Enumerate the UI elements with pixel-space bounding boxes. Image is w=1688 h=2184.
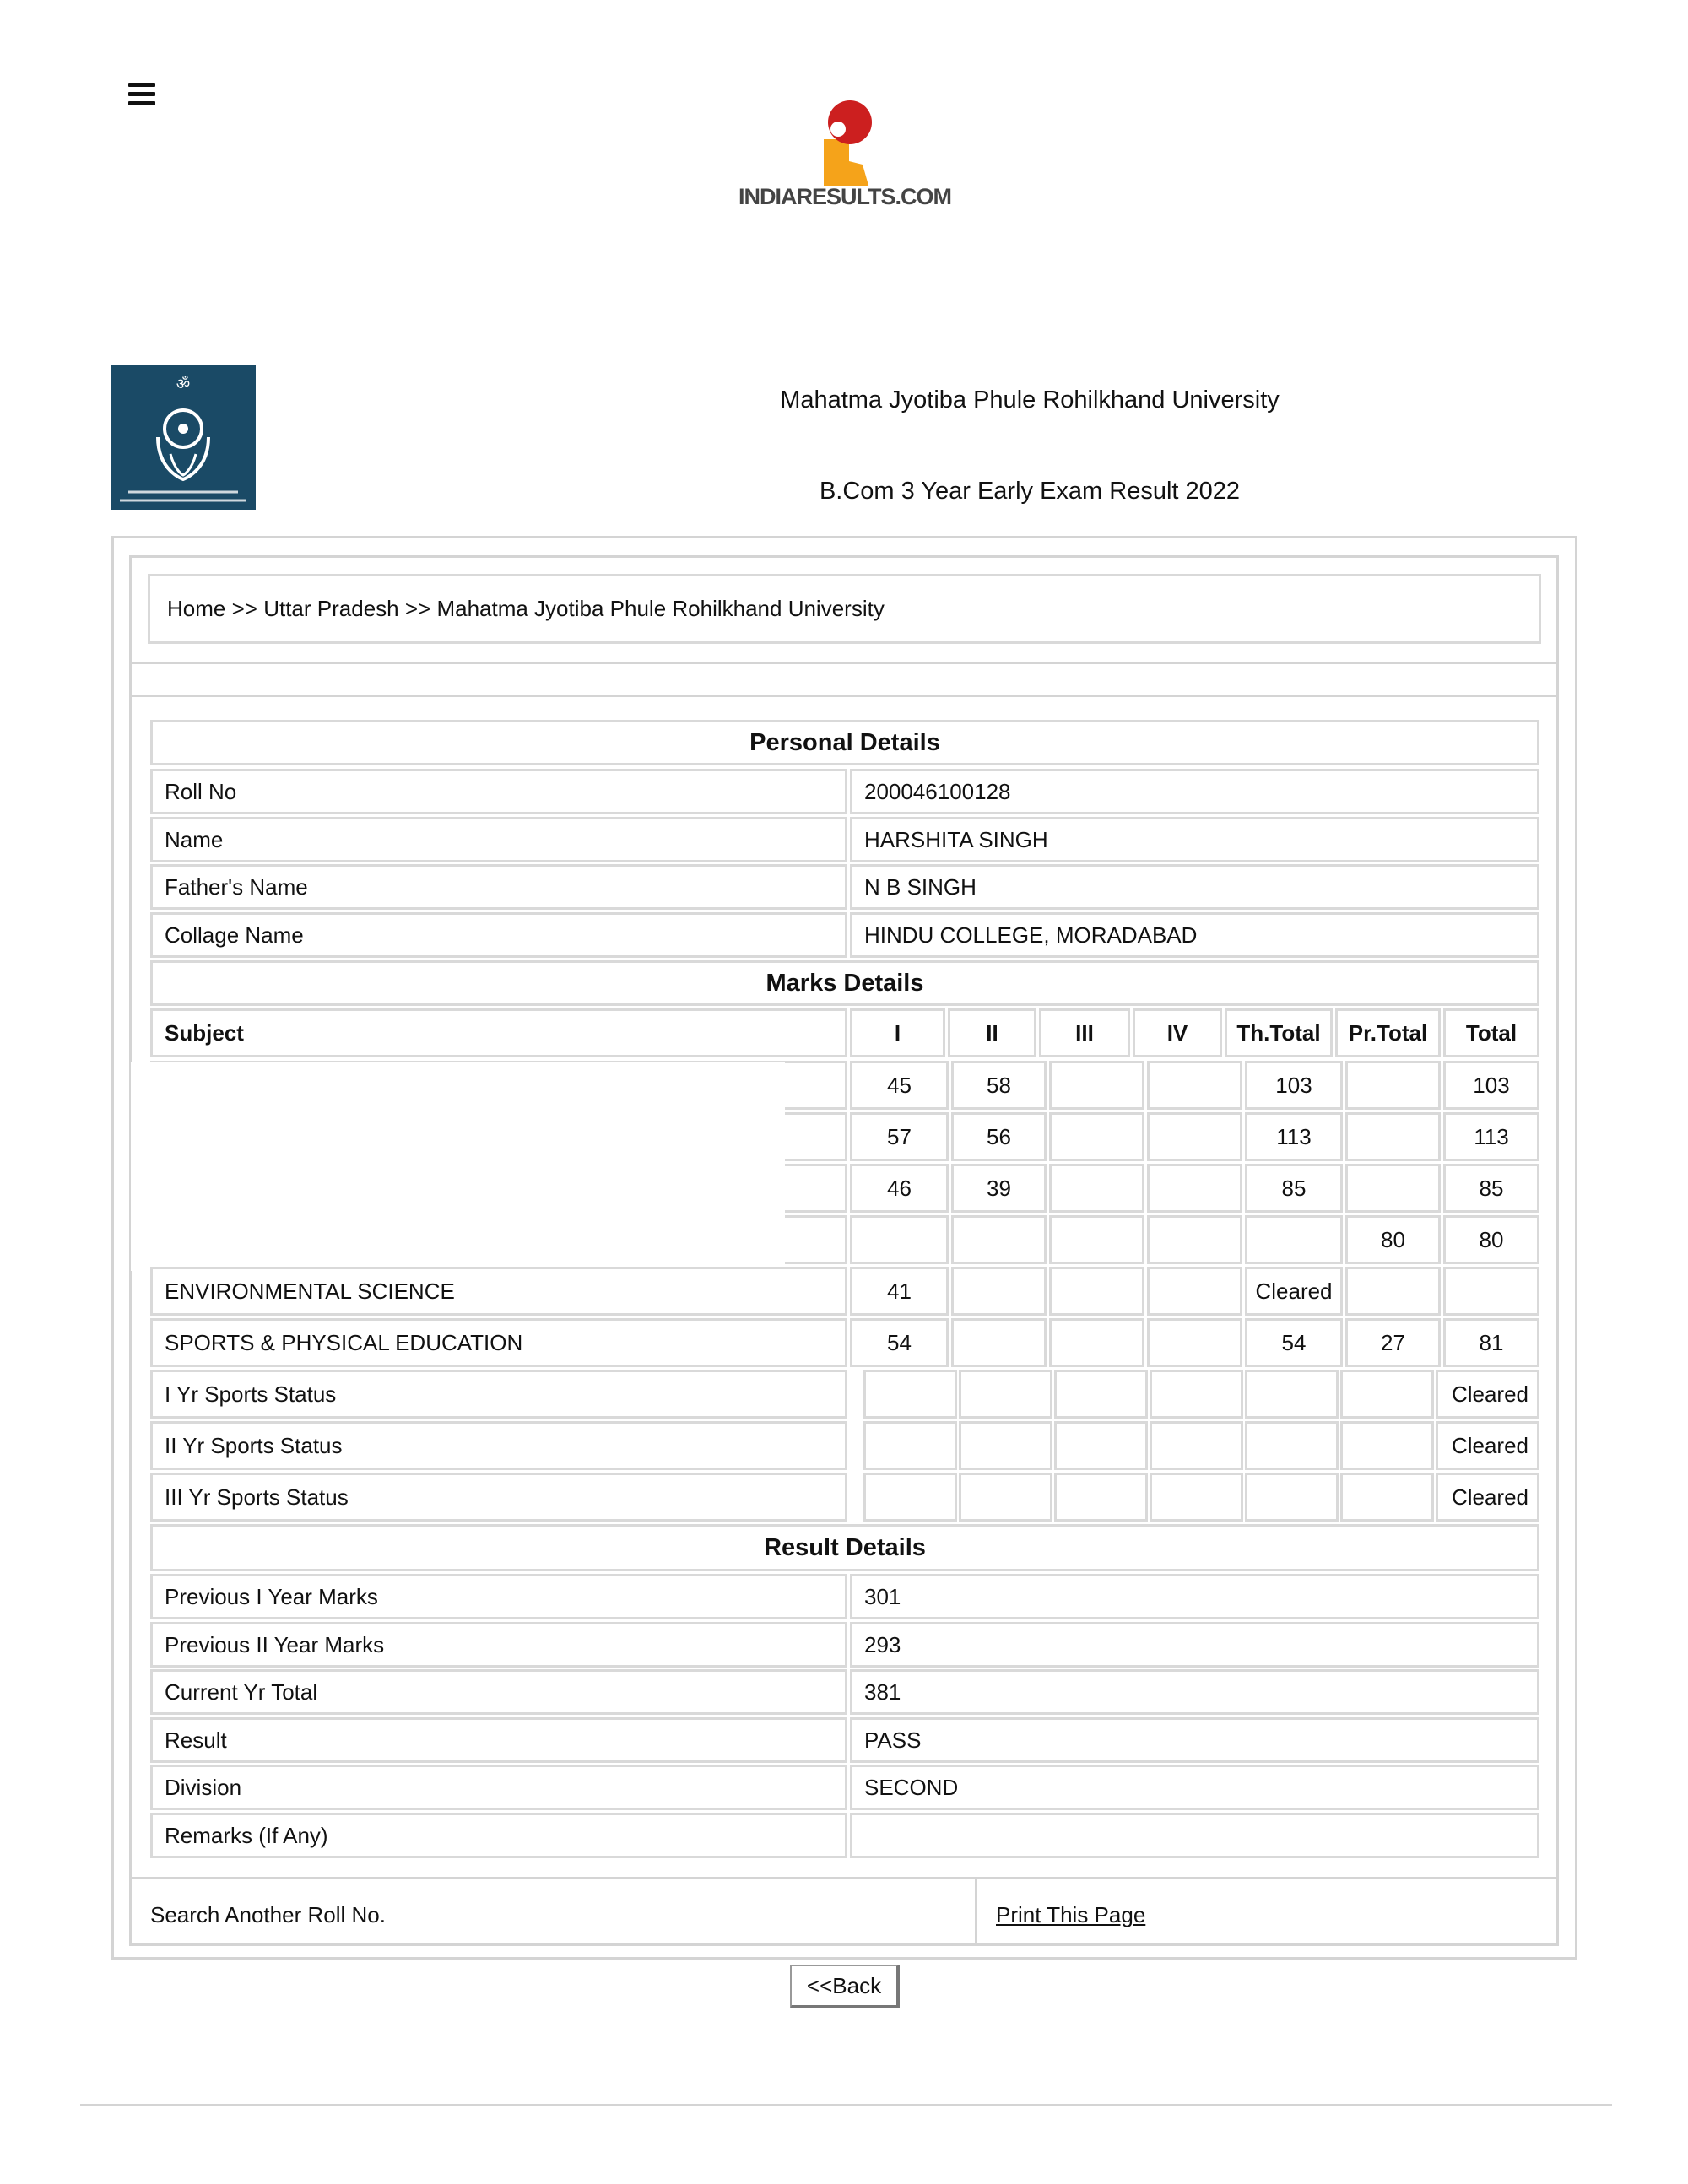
sports-status-value: Cleared	[1436, 1421, 1539, 1470]
divider	[129, 695, 1559, 697]
indiaresults-logo-mark	[731, 97, 959, 186]
subject-column-header: Subject	[150, 1008, 847, 1057]
paper-4-marks	[1147, 1061, 1242, 1110]
paper-3-marks	[1054, 1421, 1148, 1470]
paper-4-marks	[1147, 1215, 1242, 1264]
paper-1-marks: 46	[850, 1164, 949, 1213]
total-marks: 85	[1443, 1164, 1539, 1213]
practical-total: 27	[1345, 1318, 1441, 1367]
paper-1-column-header: I	[850, 1008, 945, 1057]
practical-total	[1345, 1061, 1441, 1110]
theory-total: Cleared	[1245, 1267, 1343, 1316]
total-marks: 81	[1443, 1318, 1539, 1367]
current-year-total-row	[150, 1669, 1539, 1715]
back-button[interactable]: <<Back	[790, 1965, 900, 2008]
division-label: Division	[150, 1765, 847, 1810]
division-row	[150, 1765, 1539, 1810]
paper-2-marks	[951, 1215, 1047, 1264]
previous-2-year-value: 293	[850, 1622, 1539, 1668]
theory-total: 85	[1245, 1164, 1343, 1213]
paper-2-marks: 56	[951, 1112, 1047, 1161]
remarks-value	[850, 1813, 1539, 1858]
roll-no-label: Roll No	[150, 769, 847, 814]
previous-1-year-label: Previous I Year Marks	[150, 1574, 847, 1619]
paper-1-marks: 41	[850, 1267, 949, 1316]
print-cell	[975, 1877, 1559, 1946]
subject-name: I Yr Sports Status	[150, 1370, 847, 1419]
breadcrumb-state-link[interactable]: Uttar Pradesh	[263, 596, 399, 621]
roll-no-value: 200046100128	[850, 769, 1539, 814]
paper-3-marks	[1049, 1112, 1144, 1161]
breadcrumb	[148, 574, 1541, 644]
father-name-value: N B SINGH	[850, 864, 1539, 910]
paper-3-marks	[1054, 1370, 1148, 1419]
father-name-row	[150, 864, 1539, 910]
paper-2-marks	[959, 1421, 1052, 1470]
footer-divider	[80, 2104, 1612, 2106]
paper-4-marks	[1150, 1473, 1243, 1522]
university-logo	[111, 365, 256, 510]
marks-row	[150, 1267, 1539, 1316]
paper-2-marks	[951, 1318, 1047, 1367]
total-marks	[1443, 1267, 1539, 1316]
hidden-subjects-overlay	[131, 1062, 785, 1271]
subject-name: III Yr Sports Status	[150, 1473, 847, 1522]
paper-4-marks	[1147, 1164, 1242, 1213]
paper-4-marks	[1147, 1318, 1242, 1367]
result-label: Result	[150, 1717, 847, 1763]
division-value: SECOND	[850, 1765, 1539, 1810]
previous-2-year-row	[150, 1622, 1539, 1668]
theory-total: 54	[1245, 1318, 1343, 1367]
practical-total	[1340, 1370, 1434, 1419]
subject-name: SPORTS & PHYSICAL EDUCATION	[150, 1318, 847, 1367]
svg-text:ॐ: ॐ	[176, 376, 191, 393]
indiaresults-logo-text: INDIARESULTS.COM	[738, 184, 951, 209]
breadcrumb-home-link[interactable]: Home	[167, 596, 226, 621]
theory-total	[1245, 1473, 1339, 1522]
father-name-label: Father's Name	[150, 864, 847, 910]
paper-3-marks	[1049, 1267, 1144, 1316]
paper-4-column-header: IV	[1133, 1008, 1222, 1057]
total-column-header: Total	[1443, 1008, 1539, 1057]
sports-status-row	[150, 1473, 1539, 1522]
paper-2-marks: 39	[951, 1164, 1047, 1213]
paper-2-column-header: II	[948, 1008, 1036, 1057]
current-year-total-value: 381	[850, 1669, 1539, 1715]
remarks-label: Remarks (If Any)	[150, 1813, 847, 1858]
breadcrumb-university-link[interactable]: Mahatma Jyotiba Phule Rohilkhand University	[436, 596, 885, 621]
paper-2-marks	[951, 1267, 1047, 1316]
previous-2-year-label: Previous II Year Marks	[150, 1622, 847, 1668]
total-marks: 80	[1443, 1215, 1539, 1264]
practical-total: 80	[1345, 1215, 1441, 1264]
paper-2-marks: 58	[951, 1061, 1047, 1110]
paper-3-marks	[1049, 1318, 1144, 1367]
college-name-value: HINDU COLLEGE, MORADABAD	[850, 912, 1539, 958]
breadcrumb-separator: >>	[404, 596, 431, 621]
paper-1-marks	[863, 1370, 957, 1419]
result-value: PASS	[850, 1717, 1539, 1763]
practical-total	[1345, 1164, 1441, 1213]
theory-total	[1245, 1215, 1343, 1264]
name-label: Name	[150, 817, 847, 862]
hamburger-menu-icon[interactable]	[128, 83, 155, 106]
paper-1-marks: 54	[850, 1318, 949, 1367]
theory-total: 103	[1245, 1061, 1343, 1110]
result-details-heading: Result Details	[150, 1524, 1539, 1571]
theory-total-column-header: Th.Total	[1225, 1008, 1333, 1057]
breadcrumb-separator: >>	[231, 596, 257, 621]
practical-total	[1340, 1421, 1434, 1470]
practical-total	[1340, 1473, 1434, 1522]
sports-status-row	[150, 1421, 1539, 1470]
paper-3-marks	[1054, 1473, 1148, 1522]
sports-status-value: Cleared	[1436, 1370, 1539, 1419]
subject-name: II Yr Sports Status	[150, 1421, 847, 1470]
personal-details-heading: Personal Details	[150, 720, 1539, 765]
previous-1-year-value: 301	[850, 1574, 1539, 1619]
paper-1-marks: 45	[850, 1061, 949, 1110]
result-row	[150, 1717, 1539, 1763]
practical-total	[1345, 1112, 1441, 1161]
practical-total	[1345, 1267, 1441, 1316]
paper-4-marks	[1147, 1112, 1242, 1161]
paper-3-marks	[1049, 1215, 1144, 1264]
college-name-row	[150, 912, 1539, 958]
marks-row	[150, 1318, 1539, 1367]
indiaresults-logo[interactable]	[731, 97, 959, 215]
theory-total	[1245, 1421, 1339, 1470]
practical-total-column-header: Pr.Total	[1335, 1008, 1441, 1057]
theory-total	[1245, 1370, 1339, 1419]
paper-3-marks	[1049, 1164, 1144, 1213]
previous-1-year-row	[150, 1574, 1539, 1619]
paper-4-marks	[1150, 1370, 1243, 1419]
search-another-roll-link[interactable]: Search Another Roll No.	[129, 1877, 977, 1946]
remarks-row	[150, 1813, 1539, 1858]
theory-total: 113	[1245, 1112, 1343, 1161]
paper-1-marks: 57	[850, 1112, 949, 1161]
sports-status-row	[150, 1370, 1539, 1419]
paper-4-marks	[1147, 1267, 1242, 1316]
paper-3-marks	[1049, 1061, 1144, 1110]
name-row	[150, 817, 1539, 862]
divider	[129, 662, 1559, 664]
marks-header-row	[150, 1008, 1539, 1057]
paper-1-marks	[863, 1421, 957, 1470]
total-marks: 103	[1443, 1061, 1539, 1110]
subject-name: ENVIRONMENTAL SCIENCE	[150, 1267, 847, 1316]
paper-2-marks	[959, 1370, 1052, 1419]
paper-3-column-header: III	[1039, 1008, 1130, 1057]
roll-no-row	[150, 769, 1539, 814]
paper-4-marks	[1150, 1421, 1243, 1470]
paper-1-marks	[863, 1473, 957, 1522]
name-value: HARSHITA SINGH	[850, 817, 1539, 862]
university-name: Mahatma Jyotiba Phule Rohilkhand University	[780, 387, 1280, 414]
paper-1-marks	[850, 1215, 949, 1264]
sports-status-value: Cleared	[1436, 1473, 1539, 1522]
paper-2-marks	[959, 1473, 1052, 1522]
exam-title: B.Com 3 Year Early Exam Result 2022	[819, 478, 1241, 505]
print-page-link[interactable]: Print This Page	[996, 1902, 1146, 1927]
current-year-total-label: Current Yr Total	[150, 1669, 847, 1715]
college-name-label: Collage Name	[150, 912, 847, 958]
marks-details-heading: Marks Details	[150, 960, 1539, 1006]
total-marks: 113	[1443, 1112, 1539, 1161]
